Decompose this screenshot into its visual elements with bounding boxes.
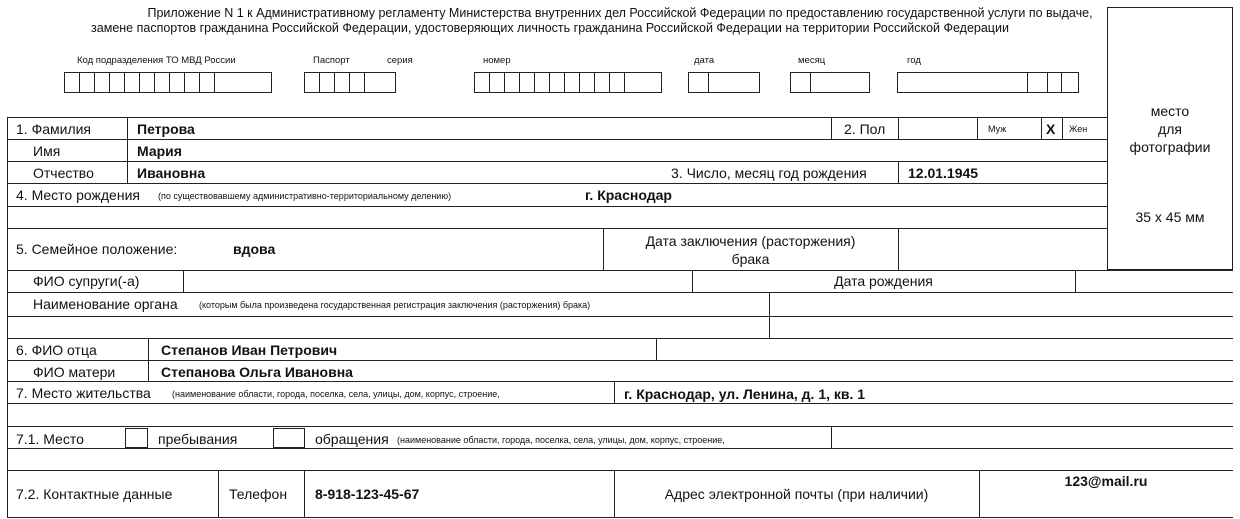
authority-note: (которым была произведена государственная регистрация заключения (расторжения) брака) — [199, 300, 591, 310]
grid-line — [831, 426, 832, 448]
marriage-date-label-1: Дата заключения (расторжения) — [645, 233, 856, 249]
grid-line — [7, 270, 1233, 271]
issue-month-cells[interactable] — [790, 72, 870, 93]
division-code-cells[interactable] — [64, 72, 272, 93]
photo-size: 35 х 45 мм — [1135, 209, 1205, 225]
gender-mark[interactable]: X — [1046, 121, 1056, 137]
mother-value[interactable]: Степанова Ольга Ивановна — [161, 364, 353, 380]
grid-line — [7, 292, 1233, 293]
grid-line — [769, 292, 770, 338]
surname-label: 1. Фамилия — [16, 121, 92, 137]
issue-day-cells[interactable] — [688, 72, 760, 93]
patronymic-value[interactable]: Ивановна — [137, 165, 206, 181]
grid-line — [898, 228, 899, 270]
residence-label: 7. Место жительства — [16, 385, 151, 401]
grid-line — [148, 338, 149, 381]
male-label: Муж — [988, 124, 1007, 134]
grid-line — [1075, 270, 1076, 292]
grid-line — [898, 117, 899, 139]
authority-label: Наименование органа — [33, 296, 178, 312]
header-line-1: Приложение N 1 к Административному регламенту Министерства внутренних дел Российской Федерации по предоставлению государственной услуги по выдаче, — [147, 6, 1093, 20]
residence-value[interactable]: г. Краснодар, ул. Ленина, д. 1, кв. 1 — [624, 386, 866, 402]
contacts-label: 7.2. Контактные данные — [16, 486, 173, 502]
grid-line — [977, 117, 978, 139]
grid-line — [7, 161, 1108, 162]
grid-line — [304, 470, 305, 518]
grid-line — [7, 448, 1233, 449]
mother-label: ФИО матери — [33, 364, 116, 380]
grid-line — [7, 470, 1233, 471]
name-label: Имя — [33, 143, 61, 159]
passport-label: Паспорт — [313, 55, 350, 66]
year-label: год — [907, 55, 921, 66]
grid-line — [831, 117, 832, 139]
email-label: Адрес электронной почты (при наличии) — [664, 486, 929, 502]
grid-line — [614, 381, 615, 403]
female-label: Жен — [1069, 124, 1088, 134]
father-label: 6. ФИО отца — [16, 342, 97, 358]
spouse-label: ФИО супруги(-а) — [33, 273, 140, 289]
grid-line — [7, 139, 1108, 140]
grid-line — [656, 338, 657, 360]
month-label: месяц — [798, 55, 826, 66]
patronymic-label: Отчество — [33, 165, 94, 181]
surname-value[interactable]: Петрова — [137, 121, 195, 137]
grid-line — [7, 360, 1233, 361]
grid-line — [7, 117, 8, 518]
grid-line — [7, 403, 1233, 404]
phone-label: Телефон — [229, 486, 288, 502]
grid-line — [7, 338, 1233, 339]
photo-label-3: фотографии — [1129, 139, 1211, 155]
email-value[interactable]: 123@mail.ru — [1064, 473, 1148, 489]
birthplace-note: (по существовавшему административно-территориальному делению) — [158, 191, 452, 201]
stay-checkbox[interactable] — [125, 428, 148, 448]
number-label: номер — [483, 55, 511, 66]
stay-label: 7.1. Место — [16, 431, 84, 447]
birthplace-value[interactable]: г. Краснодар — [585, 187, 672, 203]
passport-number-cells[interactable] — [474, 72, 662, 93]
birthdate-value[interactable]: 12.01.1945 — [908, 165, 979, 181]
birthplace-label: 4. Место рождения — [16, 187, 140, 203]
grid-line — [7, 206, 1108, 207]
grid-line — [1062, 117, 1063, 139]
division-code-label: Код подразделения ТО МВД России — [77, 55, 236, 66]
grid-line — [1041, 117, 1042, 139]
stay-option-label: пребывания — [158, 431, 238, 447]
series-label: серия — [387, 55, 413, 66]
grid-line — [7, 426, 1233, 427]
photo-label-2: для — [1158, 121, 1182, 137]
grid-line — [7, 381, 1233, 382]
father-value[interactable]: Степанов Иван Петрович — [161, 342, 338, 358]
day-label: дата — [694, 55, 715, 66]
grid-line — [7, 517, 1233, 518]
grid-line — [218, 470, 219, 518]
spouse-birth-label: Дата рождения — [834, 273, 933, 289]
stay-note: (наименование области, города, поселка, села, улицы, дом, корпус, строение, — [397, 435, 725, 445]
issue-year-cells[interactable] — [897, 72, 1079, 93]
appeal-option-label: обращения — [315, 431, 389, 447]
grid-line — [7, 316, 1233, 317]
passport-series-cells[interactable] — [304, 72, 396, 93]
marriage-date-label-2: брака — [731, 251, 770, 267]
grid-line — [183, 270, 184, 292]
marital-label: 5. Семейное положение: — [16, 241, 178, 257]
birthdate-label: 3. Число, месяц год рождения — [671, 165, 867, 181]
header-line-2: замене паспортов гражданина Российской Федерации, удостоверяющих личность гражданина Российской Федерации на территории Российской Федерации — [91, 21, 1009, 35]
grid-line — [7, 183, 1108, 184]
residence-note: (наименование области, города, поселка, села, улицы, дом, корпус, строение, — [172, 389, 500, 399]
grid-line — [898, 161, 899, 183]
marital-value[interactable]: вдова — [233, 241, 276, 257]
phone-value[interactable]: 8-918-123-45-67 — [315, 486, 420, 502]
grid-line — [7, 228, 1108, 229]
grid-line — [127, 117, 128, 183]
name-value[interactable]: Мария — [137, 143, 182, 159]
grid-line — [7, 117, 1108, 118]
photo-label-1: место — [1150, 103, 1190, 119]
gender-label: 2. Пол — [844, 121, 886, 137]
appeal-checkbox[interactable] — [273, 428, 305, 448]
